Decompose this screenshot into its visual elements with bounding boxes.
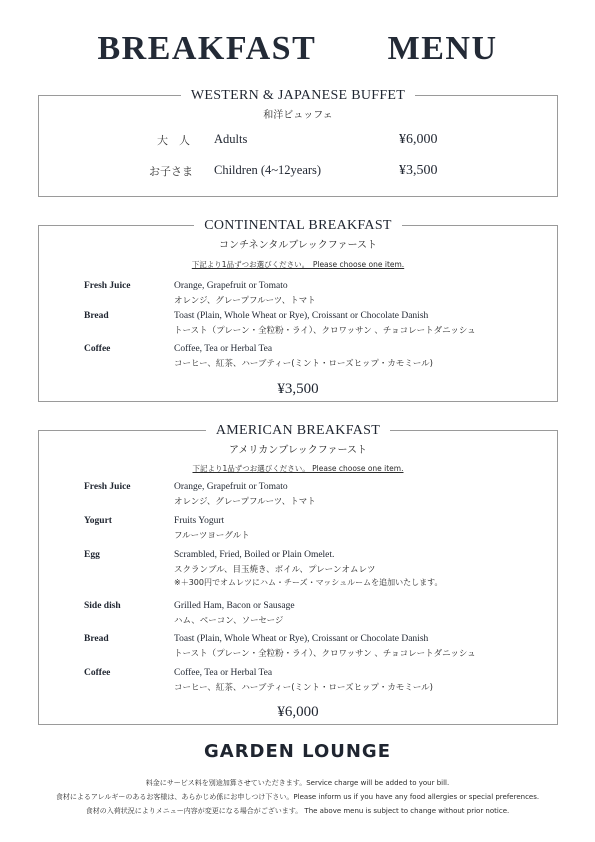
item-jp: スクランブル、目玉焼き、ボイル、プレーンオムレツ xyxy=(174,565,376,575)
item-label: Coffee xyxy=(84,668,111,678)
item-label: Side dish xyxy=(84,601,121,611)
children-price: ¥3,500 xyxy=(399,163,438,178)
adults-price: ¥6,000 xyxy=(399,132,438,147)
children-label: Children (4~12years) xyxy=(214,163,322,177)
continental-title: CONTINENTAL BREAKFAST xyxy=(194,218,402,234)
western-buffet-header xyxy=(39,86,557,121)
item-label: Egg xyxy=(84,550,100,560)
item-label: Fresh Juice xyxy=(84,281,131,291)
item-en: Fruits Yogurt xyxy=(174,516,225,526)
footer-line-menu-change: 食材の入荷状況によりメニュー内容が変更になる場合がございます。 The above menu is subject to change without prior notice. xyxy=(85,807,510,815)
continental-breakfast-section xyxy=(38,218,558,402)
continental-price: ¥3,500 xyxy=(277,381,319,397)
item-label: Fresh Juice xyxy=(84,482,131,492)
item-jp: ハム、ベーコン、ソーセージ xyxy=(174,616,284,626)
item-jp: コーヒー、紅茶、ハーブティー(ミント・ローズヒップ・カモミール) xyxy=(174,683,434,693)
item-jp: フルーツヨーグルト xyxy=(174,531,250,541)
menu-title: BREAKFAST MENU xyxy=(97,30,498,67)
item-en: Orange, Grapefruit or Tomato xyxy=(174,482,288,492)
item-en: Coffee, Tea or Herbal Tea xyxy=(174,668,273,678)
western-buffet-title: WESTERN & JAPANESE BUFFET xyxy=(181,88,415,104)
item-label: Coffee xyxy=(84,344,111,354)
children-label-jp: お子さま xyxy=(149,165,193,178)
western-buffet-section xyxy=(38,88,558,197)
adults-label: Adults xyxy=(214,132,248,146)
adults-label-jp: 大 人 xyxy=(157,134,190,147)
item-jp: トースト（プレーン・全粒粉・ライ）、クロワッサン 、チョコレートダニッシュ xyxy=(174,649,476,659)
item-jp: オレンジ、グレープフルーツ、トマト xyxy=(174,497,316,507)
american-breakfast-section xyxy=(38,423,558,725)
item-en: Toast (Plain, Whole Wheat or Rye), Croissant or Chocolate Danish xyxy=(174,634,429,644)
item-en: Orange, Grapefruit or Tomato xyxy=(174,281,288,291)
western-buffet-title-jp: 和洋ビュッフェ xyxy=(263,110,333,121)
american-title: AMERICAN BREAKFAST xyxy=(206,423,390,439)
item-en: Scrambled, Fried, Boiled or Plain Omelet. xyxy=(174,550,335,560)
continental-note: 下記より1品ずつお選びください。 Please choose one item. xyxy=(191,260,405,269)
garden-lounge-logo: GARDEN LOUNGE xyxy=(203,741,391,762)
item-jp: トースト（プレーン・全粒粉・ライ）、クロワッサン 、チョコレートダニッシュ xyxy=(174,326,476,336)
american-note: 下記より1品ずつお選びください。 Please choose one item. xyxy=(192,464,404,473)
footer-line-service-charge: 料金にサービス料を別途加算させていただきます。Service charge will be added to your bill. xyxy=(145,779,450,787)
item-label: Yogurt xyxy=(84,516,112,526)
continental-header xyxy=(39,216,557,251)
american-title-jp: アメリカンブレックファースト xyxy=(228,445,368,456)
american-header xyxy=(39,421,557,456)
item-label: Bread xyxy=(84,634,109,644)
item-en: Toast (Plain, Whole Wheat or Rye), Croissant or Chocolate Danish xyxy=(174,311,429,321)
continental-title-jp: コンチネンタルブレックファースト xyxy=(219,240,377,251)
item-en: Grilled Ham, Bacon or Sausage xyxy=(174,601,295,611)
item-label: Bread xyxy=(84,311,109,321)
american-price: ¥6,000 xyxy=(277,704,319,720)
item-jp: コーヒー、紅茶、ハーブティー(ミント・ローズヒップ・カモミール) xyxy=(174,359,434,369)
item-en: Coffee, Tea or Herbal Tea xyxy=(174,344,273,354)
item-jp: オレンジ、グレープフルーツ、トマト xyxy=(174,296,316,306)
footer-line-allergy: 食材によるアレルギーのあるお客様は、あらかじめ係にお申しつけ下さい。Please inform us if you have any food allergies or special preferences. xyxy=(55,793,540,801)
item-extra-note: ※＋300円でオムレツにハム・チーズ・マッシュルームを追加いたします。 xyxy=(174,578,443,587)
